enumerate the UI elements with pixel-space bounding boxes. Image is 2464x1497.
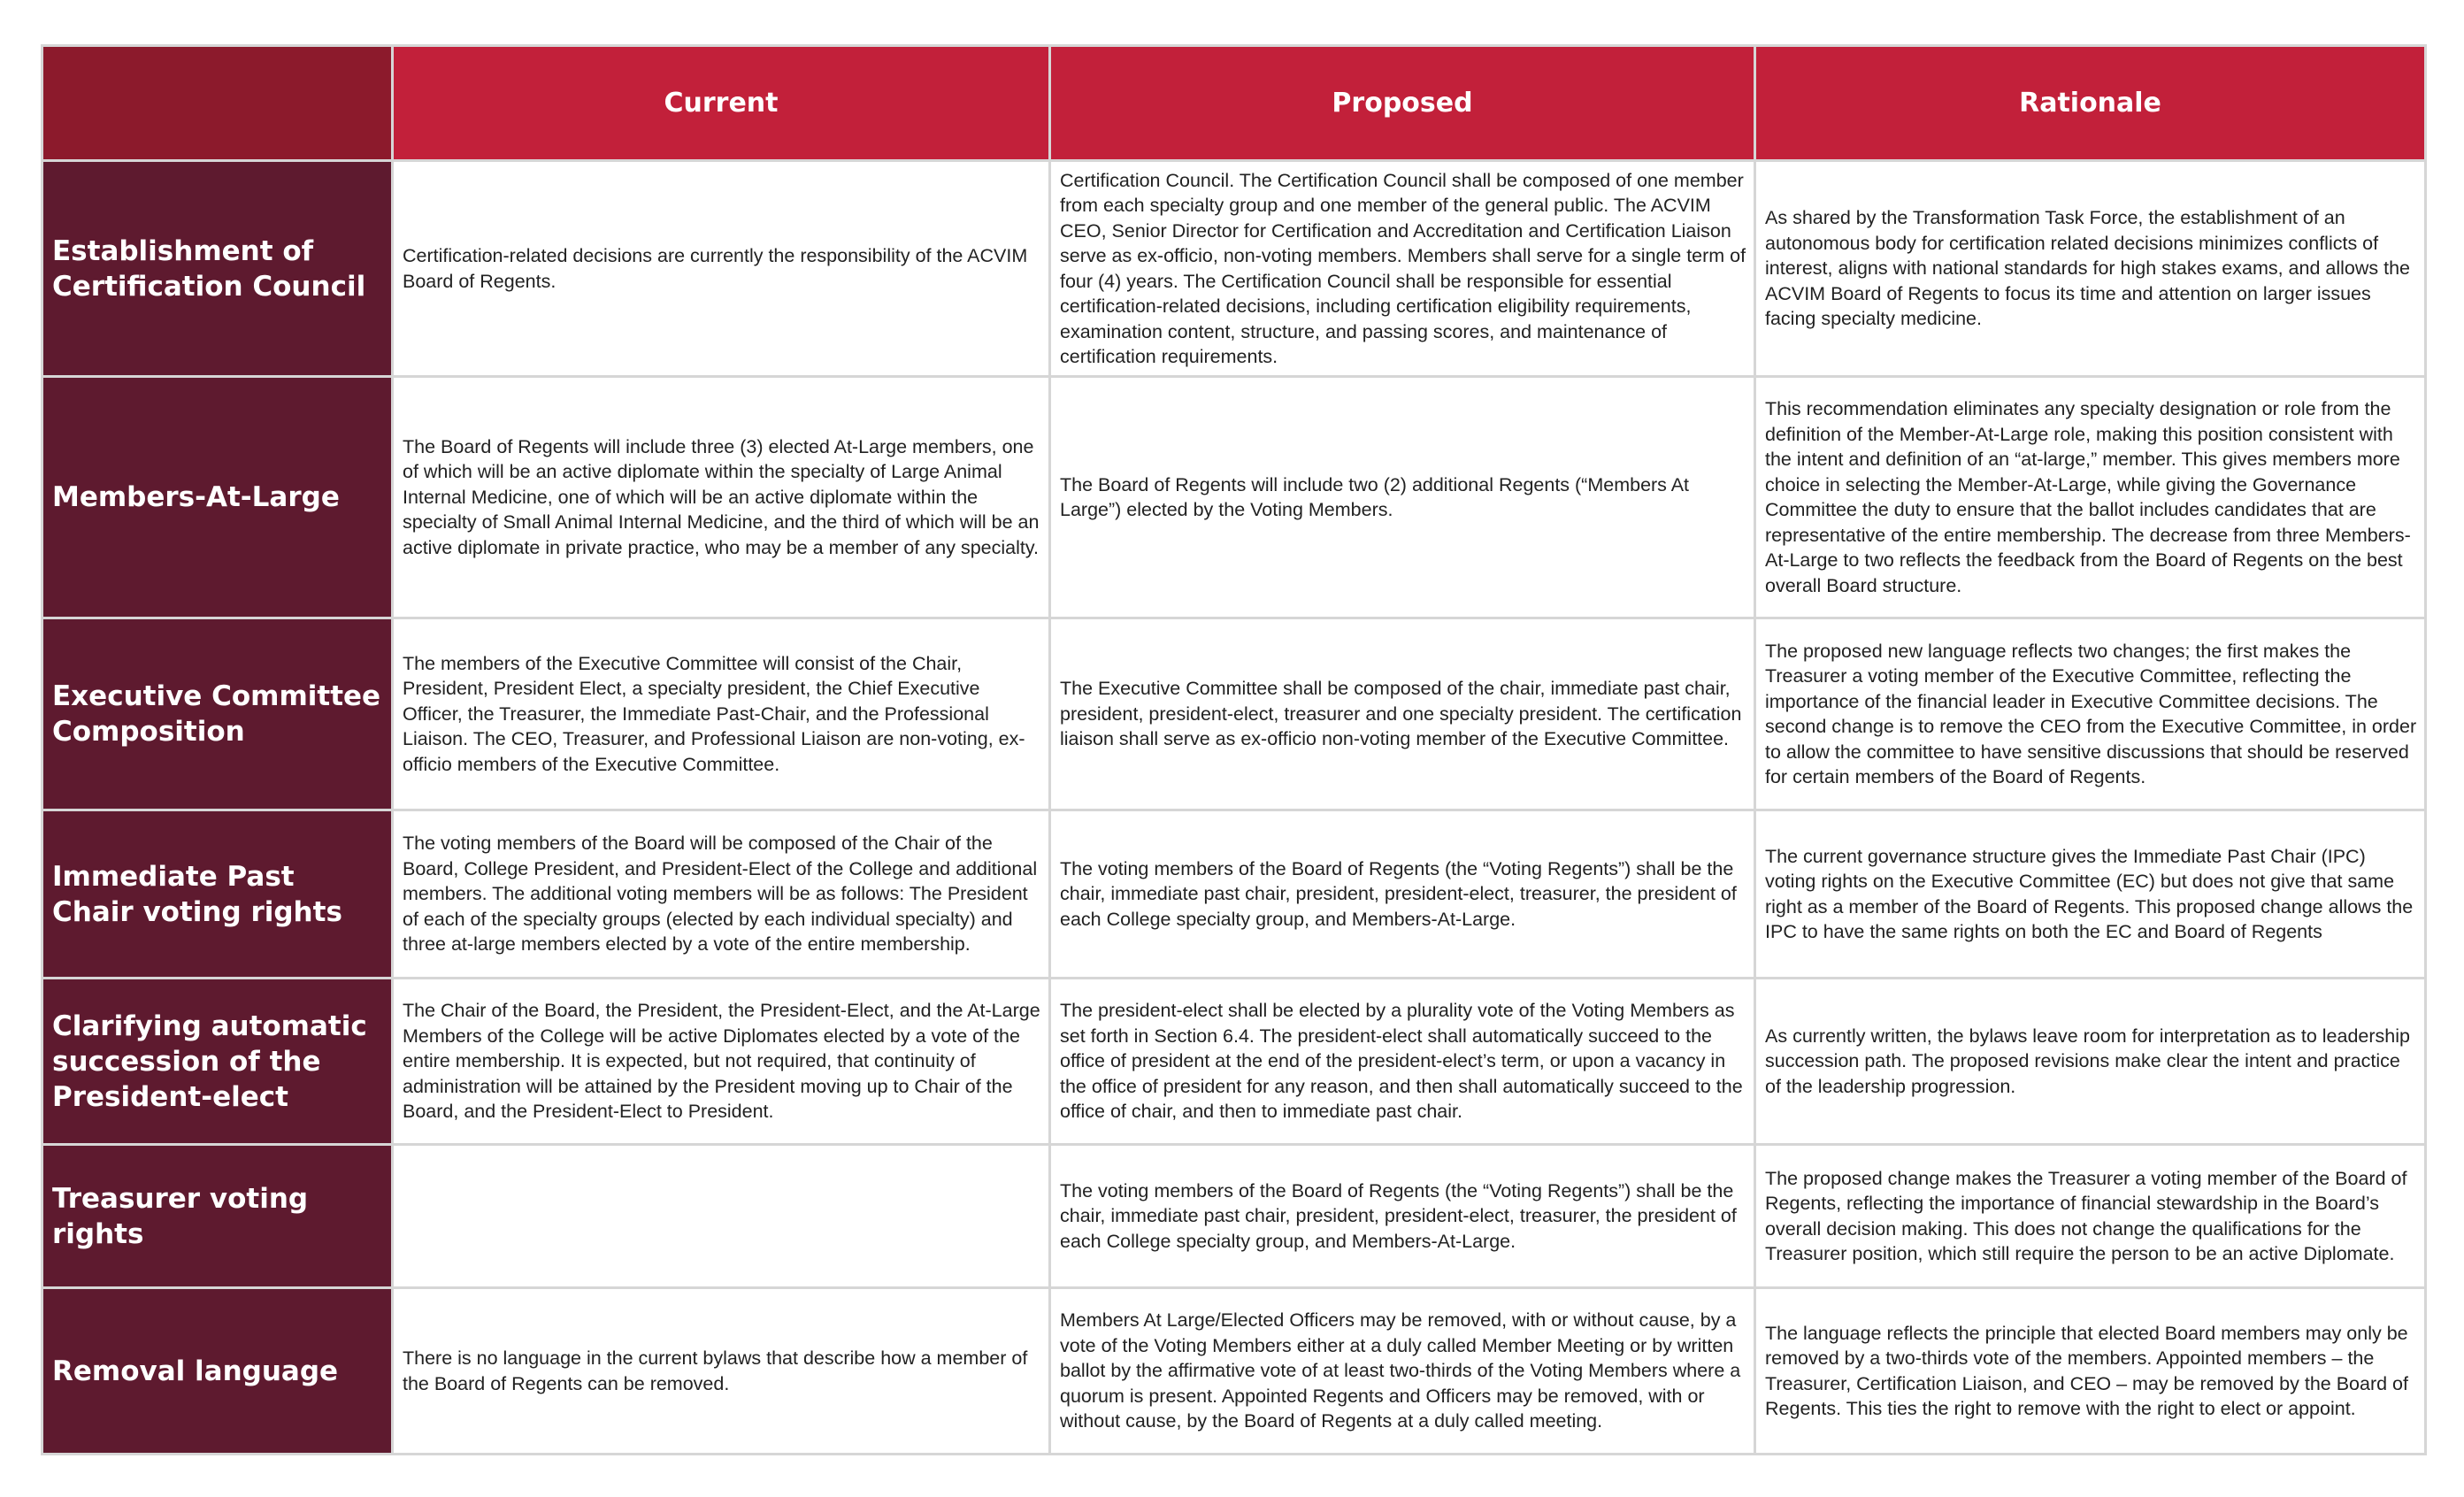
table-row [42, 377, 2426, 618]
row-topic: Clarifying automatic succession of the President-elect [42, 979, 393, 1145]
proposed-cell: The Board of Regents will include two (2) additional Regents (“Members At Large”) elected by the Voting Members. [1050, 377, 1755, 618]
current-cell: The voting members of the Board will be composed of the Chair of the Board, College President, and President-Elect of the College and additional members. The additional voting members will be as follows: The President of each of the specialty groups (elected by each individual specialty) and three at-large members elected by a vote of the entire membership. [393, 810, 1050, 979]
bylaws-comparison-table [41, 44, 2427, 1455]
current-cell: The Board of Regents will include three (3) elected At-Large members, one of which will be an active diplomate within the specialty of Large Animal Internal Medicine, one of which will be an active diplomate within the specialty of Small Animal Internal Medicine, and the third of which will be an active diplomate in private practice, who may be a member of any specialty. [393, 377, 1050, 618]
rationale-cell: The current governance structure gives the Immediate Past Chair (IPC) voting rights on the Executive Committee (EC) but does not give that same right as a member of the Board of Regents. This proposed change allows the IPC to have the same rights on both the EC and Board of Regents [1755, 810, 2426, 979]
proposed-cell: The president-elect shall be elected by a plurality vote of the Voting Members as set forth in Section 6.4. The president-elect shall automatically succeed to the office of president at the end of the president-elect’s term, or upon a vacancy in the office of president for any reason, and then shall automatically succeed to the office of chair, and then to immediate past chair. [1050, 979, 1755, 1145]
proposed-cell: The Executive Committee shall be composed of the chair, immediate past chair, president, president-elect, treasurer and one specialty president. The certification liaison shall serve as ex-officio non-voting member of the Executive Committee. [1050, 618, 1755, 810]
current-cell: The members of the Executive Committee will consist of the Chair, President, President Elect, a specialty president, the Chief Executive Officer, the Treasurer, the Immediate Past-Chair, and the Professional Liaison. The CEO, Treasurer, and Professional Liaison are non-voting, ex-officio members of the Executive Committee. [393, 618, 1050, 810]
rationale-cell: As shared by the Transformation Task Force, the establishment of an autonomous body for certification related decisions minimizes conflicts of interest, aligns with national standards for high stakes exams, and allows the ACVIM Board of Regents to focus its time and attention on larger issues facing specialty medicine. [1755, 161, 2426, 377]
rationale-cell: As currently written, the bylaws leave room for interpretation as to leadership succession path. The proposed revisions make clear the intent and practice of the leadership progression. [1755, 979, 2426, 1145]
table-row [42, 618, 2426, 810]
header-rationale: Rationale [1755, 46, 2426, 161]
current-cell: There is no language in the current bylaws that describe how a member of the Board of Regents can be removed. [393, 1288, 1050, 1455]
row-topic: Treasurer voting rights [42, 1145, 393, 1288]
table-row [42, 161, 2426, 377]
rationale-cell: This recommendation eliminates any specialty designation or role from the definition of the Member-At-Large role, making this position consistent with the intent and definition of an “at-large,” member. This gives members more choice in selecting the Member-At-Large, while giving the Governance Committee the duty to ensure that the ballot includes candidates that are representative of the entire membership. The decrease from three Members-At-Large to two reflects the feedback from the Board of Regents on the best overall Board structure. [1755, 377, 2426, 618]
header-current: Current [393, 46, 1050, 161]
header-proposed: Proposed [1050, 46, 1755, 161]
row-topic: Immediate Past Chair voting rights [42, 810, 393, 979]
row-topic: Establishment of Certification Council [42, 161, 393, 377]
proposed-cell: The voting members of the Board of Regents (the “Voting Regents”) shall be the chair, immediate past chair, president, president-elect, treasurer, the president of each College specialty group, and Members-At-Large. [1050, 1145, 1755, 1288]
table-row [42, 1145, 2426, 1288]
current-cell: Certification-related decisions are currently the responsibility of the ACVIM Board of Regents. [393, 161, 1050, 377]
table-row [42, 979, 2426, 1145]
row-topic: Executive Committee Composition [42, 618, 393, 810]
rationale-cell: The language reflects the principle that elected Board members may only be removed by a two-thirds vote of the members. Appointed members – the Treasurer, Certification Liaison, and CEO – may be removed by the Board of Regents. This ties the right to remove with the right to elect or appoint. [1755, 1288, 2426, 1455]
comparison-table-container [41, 44, 2424, 1455]
table-row [42, 1288, 2426, 1455]
proposed-cell: Members At Large/Elected Officers may be removed, with or without cause, by a vote of the Voting Members either at a duly called Member Meeting or by written ballot by the affirmative vote of at least two-thirds of the Voting Members where a quorum is present. Appointed Regents and Officers may be removed, with or without cause, by the Board of Regents at a duly called meeting. [1050, 1288, 1755, 1455]
current-cell: The Chair of the Board, the President, the President-Elect, and the At-Large Members of the College will be active Diplomates elected by a vote of the entire membership. It is expected, but not required, that continuity of administration will be attained by the President moving up to Chair of the Board, and the President-Elect to President. [393, 979, 1050, 1145]
rationale-cell: The proposed new language reflects two changes; the first makes the Treasurer a voting member of the Executive Committee, reflecting the importance of the financial leader in Executive Committee decisions. The second change is to remove the CEO from the Executive Committee, in order to allow the committee to have sensitive discussions that should be reserved for certain members of the Board of Regents. [1755, 618, 2426, 810]
table-row [42, 810, 2426, 979]
table-header-row [42, 46, 2426, 161]
header-corner-cell [42, 46, 393, 161]
proposed-cell: The voting members of the Board of Regents (the “Voting Regents”) shall be the chair, immediate past chair, president, president-elect, treasurer, the president of each College specialty group, and Members-At-Large. [1050, 810, 1755, 979]
row-topic: Removal language [42, 1288, 393, 1455]
current-cell [393, 1145, 1050, 1288]
row-topic: Members-At-Large [42, 377, 393, 618]
rationale-cell: The proposed change makes the Treasurer a voting member of the Board of Regents, reflecting the importance of financial stewardship in the Board’s overall decision making. This does not change the qualifications for the Treasurer position, which still require the person to be an active Diplomate. [1755, 1145, 2426, 1288]
proposed-cell: Certification Council. The Certification Council shall be composed of one member from each specialty group and one member of the general public. The ACVIM CEO, Senior Director for Certification and Accreditation and Certification Liaison serve as ex-officio, non-voting members. Members shall serve for a single term of four (4) years. The Certification Council shall be responsible for essential certification-related decisions, including certification eligibility requirements, examination content, structure, and passing scores, and maintenance of certification requirements. [1050, 161, 1755, 377]
